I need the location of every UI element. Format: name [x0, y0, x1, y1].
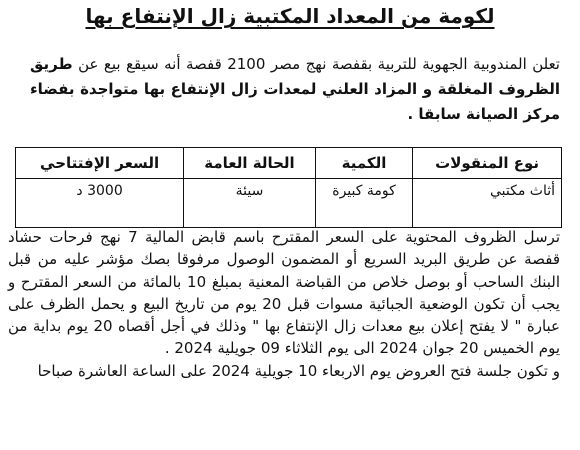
table-row	[16, 179, 562, 228]
header-item-type: نوع المنقولات	[413, 148, 562, 179]
intro-text: تعلن المندوبية الجهوية للتربية بقفصة نهج مصر 2100 قفصة أنه سيقع بيع عن	[78, 55, 560, 73]
header-quantity: الكمية	[315, 148, 412, 179]
intro-paragraph	[30, 52, 560, 127]
cell-quantity: كومة كبيرة	[315, 179, 412, 228]
body-paragraph-session: و تكون جلسة فتح العروض يوم الاربعاء 10 جويلية 2024 على الساعة العاشرة صباحا	[37, 361, 560, 380]
intro-bold-text: طريق الظروف المغلقة و المزاد العلني لمعدات زال الإنتفاع بها متواجدة بفضاء مركز الصيانة سابقا .	[30, 55, 560, 123]
cell-opening-price: 3000 د	[16, 179, 184, 228]
header-condition: الحالة العامة	[184, 148, 316, 179]
body-text	[8, 226, 560, 382]
document-title: لكومة من المعداد المكتبية زال الإنتفاع بها	[85, 4, 495, 28]
cell-condition: سيئة	[184, 179, 316, 228]
body-paragraph-conditions: ترسل الظروف المحتوية على السعر المقترح باسم قابض المالية 7 نهج فرحات حشاد قفصة عن طريق البريد السريع أو المضمون الوصول مرفوقا بصك مؤشر عليه من قبل البنك الساحب أو بوصل خلاص من القباضة المعنية بمبلغ 10 بالمائة من السعر المقترح و يجب أن تكون الوضعية الجبائية مسوات قبل 20 يوم من تاريخ البيع و يحمل الظرف على عبارة " لا يفتح إعلان بيع معدات زال الإنتفاع بها " وذلك في أجل أقصاه 20 يوم بداية من يوم الخميس 20 جوان 2024 الى يوم الثلاثاء 09 جويلية 2024 .	[8, 228, 561, 358]
table-header-row	[16, 148, 562, 179]
cell-item-type: أثاث مكتبي	[413, 179, 562, 228]
items-table	[15, 147, 562, 228]
header-opening-price: السعر الإفتتاحي	[16, 148, 184, 179]
